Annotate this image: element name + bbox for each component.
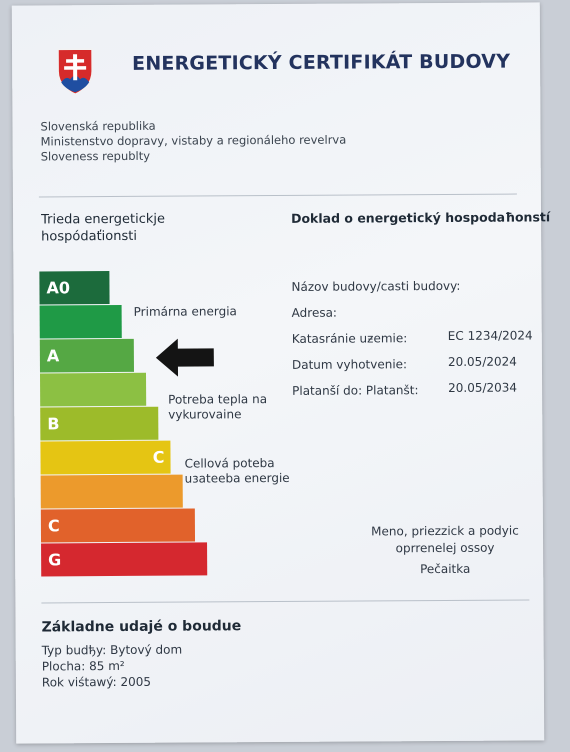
energy-class-heading-line2: hospódaťionsti <box>41 228 137 245</box>
field-cadastral-label: Katasránie uƶemie: <box>291 331 408 346</box>
building-type: Typ budђy: Bytový dom <box>41 642 183 658</box>
energy-bar-c-upper <box>40 441 170 475</box>
energy-class-heading-line1: Trieda energetickje <box>41 211 166 228</box>
heating-demand-line1: Potreba tepla na <box>168 392 268 407</box>
issuer-block <box>40 118 346 165</box>
energy-bar-b <box>40 407 158 441</box>
energy-bar-4 <box>40 373 146 407</box>
building-year: Rok viśtawý: 2005 <box>41 674 152 690</box>
primary-energy-note: Primárna energia <box>133 304 237 319</box>
slovak-coat-of-arms-icon <box>56 47 94 95</box>
basic-data-block <box>42 642 183 691</box>
energy-bar-7 <box>41 475 183 509</box>
energy-bar-a <box>40 339 134 373</box>
field-valid-until-value: 20.05/2034 <box>448 380 518 395</box>
total-energy-line1: Cellová poteba <box>184 456 275 471</box>
issuer-country: Slovenská republika <box>40 118 156 134</box>
field-valid-until-label: Platanší do: Platanšt: <box>292 383 419 398</box>
energy-bar-label: A0 <box>46 278 71 298</box>
energy-bar-2 <box>40 305 122 339</box>
certificate-sheet <box>12 2 551 743</box>
issuer-line3: Sloveness republty <box>40 148 151 164</box>
energy-bar-label: A <box>46 346 60 366</box>
field-building-name-label: Názov budovy/casti budovy: <box>291 278 461 294</box>
energy-bar-a0 <box>39 271 109 304</box>
page-title: ENERGETICKÝ CERTIFIKÁT BUDOVY <box>132 50 511 75</box>
issuer-ministry: Ministenstvo dopravy, vistaby a regionáleho revelrva <box>40 132 347 149</box>
signature-line2: oprrenelej ossoy <box>395 540 495 556</box>
field-issue-date-value: 20.05/2024 <box>447 354 517 369</box>
energy-bar-label: C <box>47 516 60 536</box>
heating-demand-line2: vykurovaine <box>168 407 242 422</box>
total-energy-note <box>185 456 290 487</box>
bottom-divider <box>41 599 529 603</box>
arrow-left-icon <box>156 338 214 376</box>
field-address-label: Adresa: <box>291 305 338 320</box>
total-energy-line2: uзateeba energie <box>184 470 290 486</box>
signature-line1: Meno, priezzick a podyic <box>371 523 519 539</box>
energy-bar-label: B <box>47 414 60 434</box>
stamp-label: Pečaitka <box>420 561 471 577</box>
top-divider <box>39 194 517 198</box>
signature-block <box>355 522 535 557</box>
field-issue-date-label: Datum vyhotvenie: <box>291 357 408 372</box>
energy-bar-g <box>41 542 207 576</box>
energy-bar-label: G <box>48 550 62 570</box>
certificate-document-heading: Doklad o energetický hospodaħonstí <box>291 209 551 226</box>
building-area: Plocha: 85 m² <box>41 658 125 674</box>
basic-data-heading: Základne udajé o boudue <box>41 618 242 636</box>
field-cadastral-value: EC 1234/2024 <box>447 328 533 343</box>
energy-bar-c <box>41 509 195 543</box>
energy-bar-right-label: C <box>152 447 165 467</box>
energy-class-heading <box>41 210 211 245</box>
heating-demand-note <box>168 392 267 423</box>
